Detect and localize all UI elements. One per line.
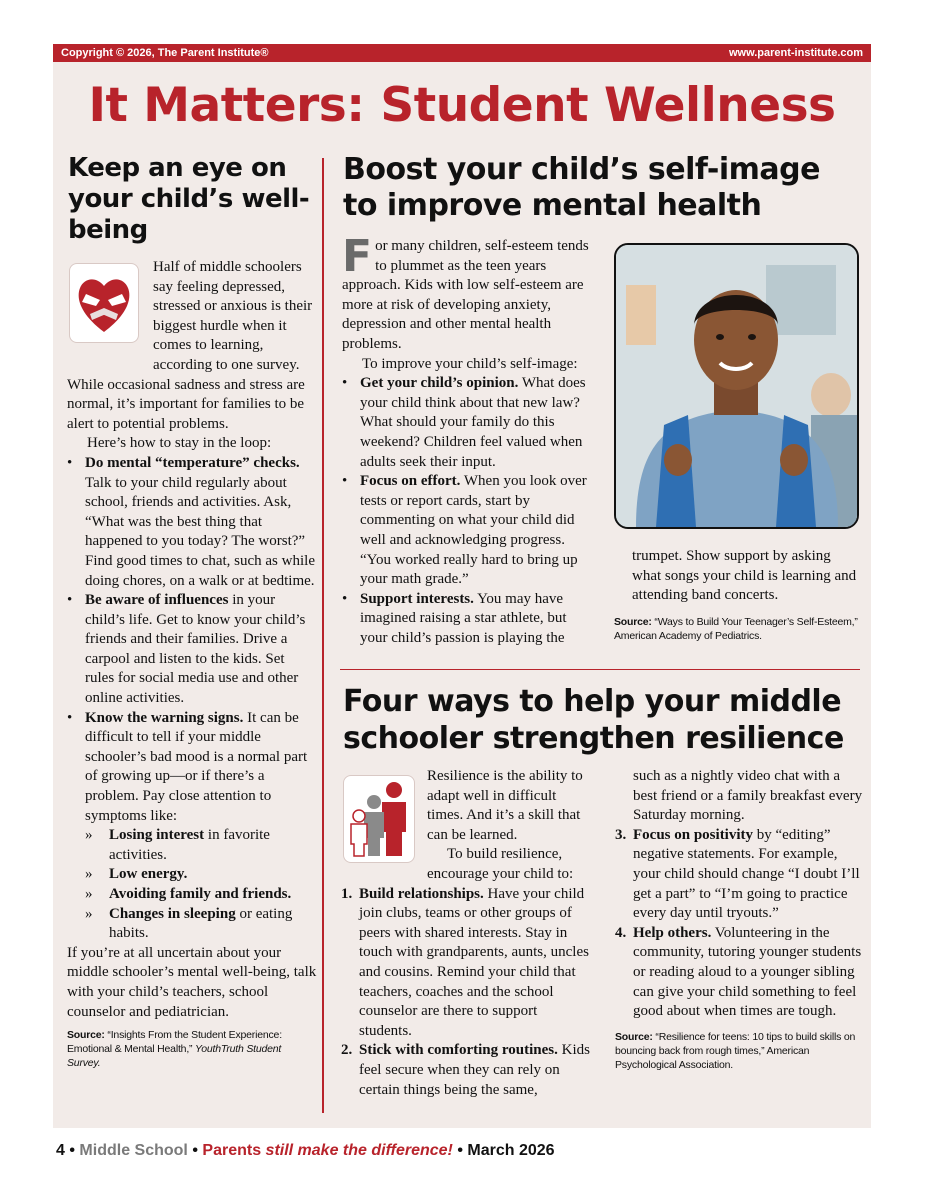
left-source: Source: “Insights From the Student Experience: Emotional & Mental Health,” YouthTruth Student Survey. — [67, 1029, 282, 1070]
list-item: • Know the warning signs. It can be difficult to tell if your middle schooler’s bad mood is a normal part of growing up—or if there’s a problem. Pay close attention to symptoms like: » Losing interest in favorite activities. » Low energy. » Avoiding family and friends. » Changes in sleeping or eating habits. — [85, 709, 317, 944]
boost-bullets — [342, 374, 597, 648]
page-number: 4 — [56, 1142, 65, 1159]
boost-source: Source: “Ways to Build Your Teenager’s Self-Esteem,” American Academy of Pediatrics. — [614, 616, 858, 642]
boost-intro: For many children, self-esteem tends to plummet as the teen years approach. Kids with low self-esteem are more at risk of developing anxiety, depression and other mental health problems. — [342, 231, 589, 352]
resilience-source: Source: “Resilience for teens: 10 tips to build skills on bouncing back from rough times,” American Psychological Association. — [615, 1030, 856, 1071]
resilience-heading: Four ways to help your middle schooler strengthen resilience — [343, 684, 844, 756]
boost-column — [342, 231, 597, 648]
list-item: » Low energy. — [85, 866, 188, 883]
issue-date: March 2026 — [467, 1142, 555, 1159]
copyright-text: Copyright © 2026, The Parent Institute® — [61, 47, 269, 59]
column-divider — [322, 158, 324, 1113]
resilience-intro: Resilience is the ability to adapt well in difficult times. And it’s a skill that can be learned. — [427, 768, 583, 843]
resilience-list — [341, 885, 591, 1101]
page-footer — [56, 1142, 555, 1160]
list-item: » Avoiding family and friends. — [85, 886, 292, 902]
boost-lead: To improve your child’s self-image: — [362, 355, 578, 372]
resilience-column-left — [341, 767, 591, 1100]
resilience-column-right — [615, 767, 865, 1072]
copyright-bar — [53, 44, 871, 62]
list-item: • Support interests. You may have imagined raising a star athlete, but your child’s passion is playing the — [342, 590, 567, 646]
list-item: » Losing interest in favorite activities. — [85, 827, 270, 863]
section-divider — [340, 669, 860, 670]
icon-spacer — [67, 258, 153, 358]
left-intro: Half of middle schoolers say feeling depressed, stressed or anxious is their biggest hurdle when it comes to learning, according to one survey. While occasional sadness and stress are normal, it’s important for families to be alert to potential problems. — [67, 259, 313, 432]
separator: • — [69, 1142, 75, 1159]
list-item: • Focus on effort. When you look over tests or report cards, start by commenting on what your child did well and acknowledging progress. “You worked really hard to bring up your math grade.” — [342, 473, 587, 588]
list-item: • Do mental “temperature” checks. Talk to your child regularly about school, friends and activities. Ask, “What was the best thing that happened to you today? The worst?” Find good times to chat, such as while doing chores, on a walk or at bedtime. — [67, 454, 315, 589]
list-item: 4. Help others. Volunteering in the community, tutoring younger students or reading aloud to a younger sibling can give your child something to feel good about when times are tough. — [615, 924, 862, 1020]
symptom-list — [85, 826, 317, 944]
left-heading: Keep an eye on your child’s well-being — [68, 153, 310, 245]
left-column — [67, 258, 317, 1070]
resilience-cont: such as a nightly video chat with a best friend or a family breakfast every Saturday morning. — [633, 768, 863, 824]
boost-cont-text: trumpet. Show support by asking what songs your child is learning and attending band concerts. — [632, 548, 857, 604]
left-lead: Here’s how to stay in the loop: — [87, 435, 272, 452]
left-bullets — [67, 454, 317, 944]
separator: • — [192, 1142, 198, 1159]
resilience-list-2 — [615, 826, 865, 1022]
list-item: • Get your child’s opinion. What does your child think about that new law? What should your family do this weekend? Children feel valued when adults seek their input. — [342, 375, 586, 470]
separator: • — [457, 1142, 463, 1159]
resilience-lead: To build resilience, encourage your child to: — [427, 846, 574, 882]
grade-level: Middle School — [79, 1142, 188, 1159]
dropcap: F — [342, 231, 373, 282]
page-title: It Matters: Student Wellness — [88, 78, 836, 133]
student-photo — [614, 243, 859, 529]
list-item: • Be aware of influences in your child’s life. Get to know your child’s friends and their families. Drive a carpool and listen to the kids. Set rules for social media use and other online activities. — [67, 592, 306, 707]
list-item: 3. Focus on positivity by “editing” negative statements. For example, your child should change “I doubt I’ll get a part” to “I’m going to practice every day until tryouts.” — [615, 826, 860, 922]
tagline: Parents still make the difference! — [202, 1142, 453, 1159]
left-closing: If you’re at all uncertain about your middle schooler’s mental well-being, talk with your child’s teachers, school counselor and pediatrician. — [67, 944, 317, 1020]
list-item: 1. Build relationships. Have your child join clubs, teams or other groups of peers with shared interests. Stay in touch with grandparents, aunts, uncles and cousins. Remind your child that teachers, coaches and the school counselor are there to support students. — [341, 885, 589, 1039]
boost-continued — [632, 547, 860, 606]
icon-spacer — [341, 767, 427, 865]
list-item: 2. Stick with comforting routines. Kids feel secure when they can rely on certain things being the same, — [341, 1042, 590, 1098]
list-item: » Changes in sleeping or eating habits. — [85, 905, 293, 942]
website-url[interactable]: www.parent-institute.com — [728, 47, 863, 59]
boost-heading: Boost your child’s self-image to improve mental health — [343, 152, 820, 223]
